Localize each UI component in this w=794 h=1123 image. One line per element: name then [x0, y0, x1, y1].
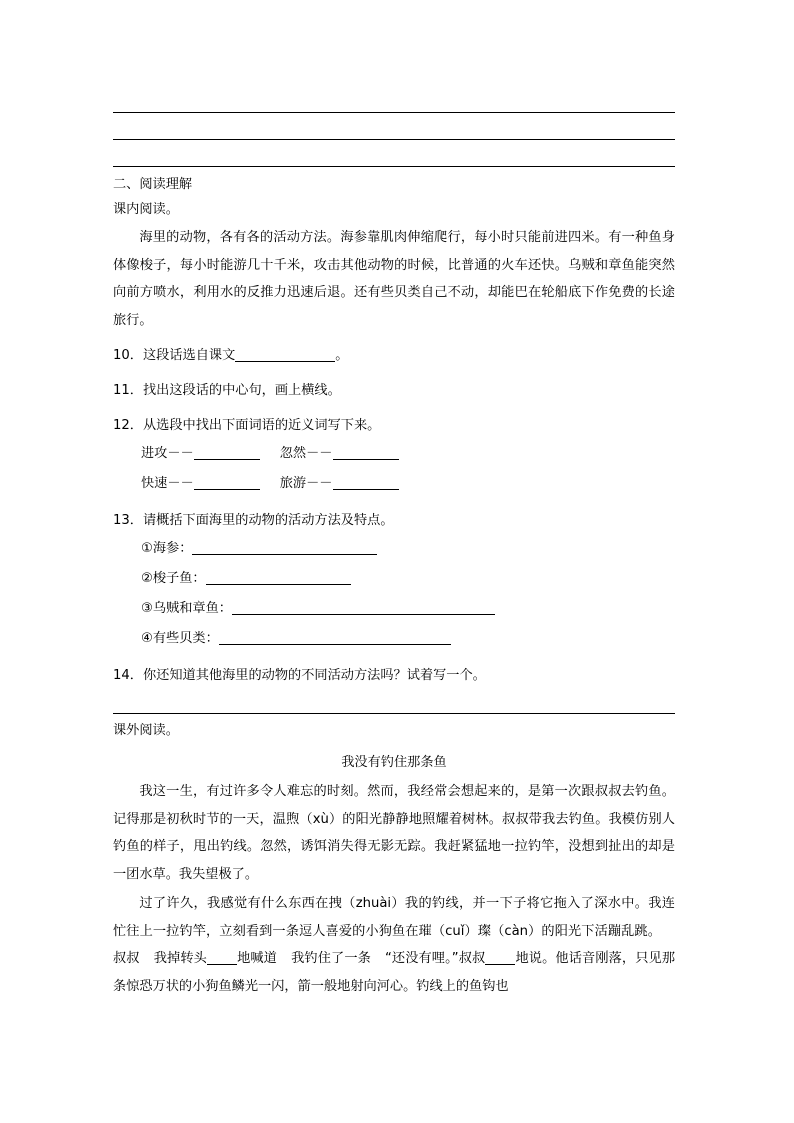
item-answer-blank[interactable] [206, 569, 351, 585]
question-13-item-4 [141, 624, 675, 654]
question-10-number: 10． [113, 348, 143, 363]
question-10-text: 这段话选自课文 [142, 348, 236, 363]
item-answer-blank[interactable] [192, 539, 377, 555]
item-label: 海参： [152, 541, 193, 556]
extra-class-reading-label: 课外阅读。 [113, 723, 179, 738]
item-label: 乌贼和章鱼： [152, 601, 232, 616]
question-13-item-3 [141, 594, 675, 624]
story-punctuation-blank-2[interactable] [485, 949, 515, 965]
story-text-c: 我掉转头 [153, 951, 207, 966]
item-label: 梭子鱼： [152, 571, 206, 586]
synonym-prompt-4: 旅游－－ [279, 476, 333, 491]
question-14-text: 你还知道其他海里的动物的不同活动方法吗？试着写一个。 [142, 668, 486, 683]
question-11 [113, 377, 675, 404]
question-13-text: 请概括下面海里的动物的活动方法及特点。 [142, 513, 394, 528]
item-label: 有些贝类： [152, 631, 219, 646]
story-text-e: 我钓住了一条 [290, 951, 371, 966]
synonym-blank-1[interactable] [194, 444, 260, 460]
item-answer-blank[interactable] [219, 629, 451, 645]
item-answer-blank[interactable] [232, 599, 495, 615]
answer-line[interactable] [113, 113, 675, 140]
question-10-blank[interactable] [235, 346, 335, 362]
question-12-number: 12． [113, 418, 143, 433]
story-text-d: 地喊道 [236, 951, 277, 966]
item-marker: ① [141, 541, 153, 556]
synonym-prompt-3: 快速－－ [141, 476, 194, 491]
question-12-text: 从选段中找出下面词语的近义词写下来。 [142, 418, 381, 433]
synonym-prompt-2: 忽然－－ [279, 446, 333, 461]
synonym-row-1 [141, 439, 675, 469]
worksheet-page [113, 0, 675, 1000]
synonym-row-2 [141, 469, 675, 499]
synonym-blank-2[interactable] [333, 444, 399, 460]
item-marker: ② [141, 571, 153, 586]
story-paragraph-2 [113, 890, 675, 1000]
section-heading: 二、阅读理解 [113, 177, 193, 192]
question-14 [113, 662, 675, 689]
story-paragraph-1: 我这一生，有过许多令人难忘的时刻。然而，我经常会想起来的，是第一次跟叔叔去钓鱼。记得那是初秋时节的一天，温煦（xù）的阳光静静地照耀着树林。叔叔带我去钓鱼。我模仿别人钓鱼的样子，甩出钓线。忽然，诱饵消失得无影无踪。我赶紧猛地一拉钓竿，没想到扯出的却是一团水草。我失望极了。 [113, 784, 675, 882]
question-12 [113, 412, 675, 439]
synonym-blank-4[interactable] [333, 474, 399, 490]
in-class-reading-label: 课内阅读。 [113, 202, 179, 217]
story-text-g: 地说。他话音刚落，只见那条惊恐万状的小狗鱼鳞光一闪，箭一般地射向河心。钓线上的鱼钩也 [113, 951, 676, 994]
synonym-blank-3[interactable] [194, 474, 260, 490]
question-13-number: 13． [113, 513, 143, 528]
question-13-item-2 [141, 564, 675, 594]
question-13-item-1 [141, 534, 675, 564]
section-divider [113, 713, 675, 714]
story-punctuation-blank-1[interactable] [207, 949, 237, 965]
question-11-number: 11． [113, 383, 143, 398]
synonym-prompt-1: 进攻－－ [141, 446, 194, 461]
question-10-suffix: 。 [335, 348, 349, 363]
story-text-a: 过了许久，我感觉有什么东西在拽（zhuài）我的钓线，并一下子将它拖入了深水中。我连忙往上一拉钓竿，立刻看到一条逗人喜爱的小狗鱼在璀（cuǐ）璨（càn）的阳光下活蹦乱跳。 [113, 896, 675, 939]
question-11-text: 找出这段话的中心句，画上横线。 [142, 383, 341, 398]
in-class-passage: 海里的动物，各有各的活动方法。海参靠肌肉伸缩爬行，每小时只能前进四米。有一种鱼身体像梭子，每小时能游几十千米，攻击其他动物的时候，比普通的火车还快。乌贼和章鱼能突然向前方喷水，利用水的反推力迅速后退。还有些贝类自己不动，却能巴在轮船底下作免费的长途旅行。 [113, 230, 675, 328]
story-text-b: 叔叔 [113, 951, 140, 966]
story-text-f: “还没有哩。”叔叔 [384, 951, 486, 966]
question-10 [113, 342, 675, 369]
question-13 [113, 507, 675, 534]
story-title: 我没有钓住那条鱼 [341, 755, 447, 770]
item-marker: ③ [141, 601, 153, 616]
top-answer-lines [113, 0, 675, 167]
question-14-number: 14． [113, 668, 143, 683]
answer-line[interactable] [113, 140, 675, 167]
item-marker: ④ [141, 631, 153, 646]
